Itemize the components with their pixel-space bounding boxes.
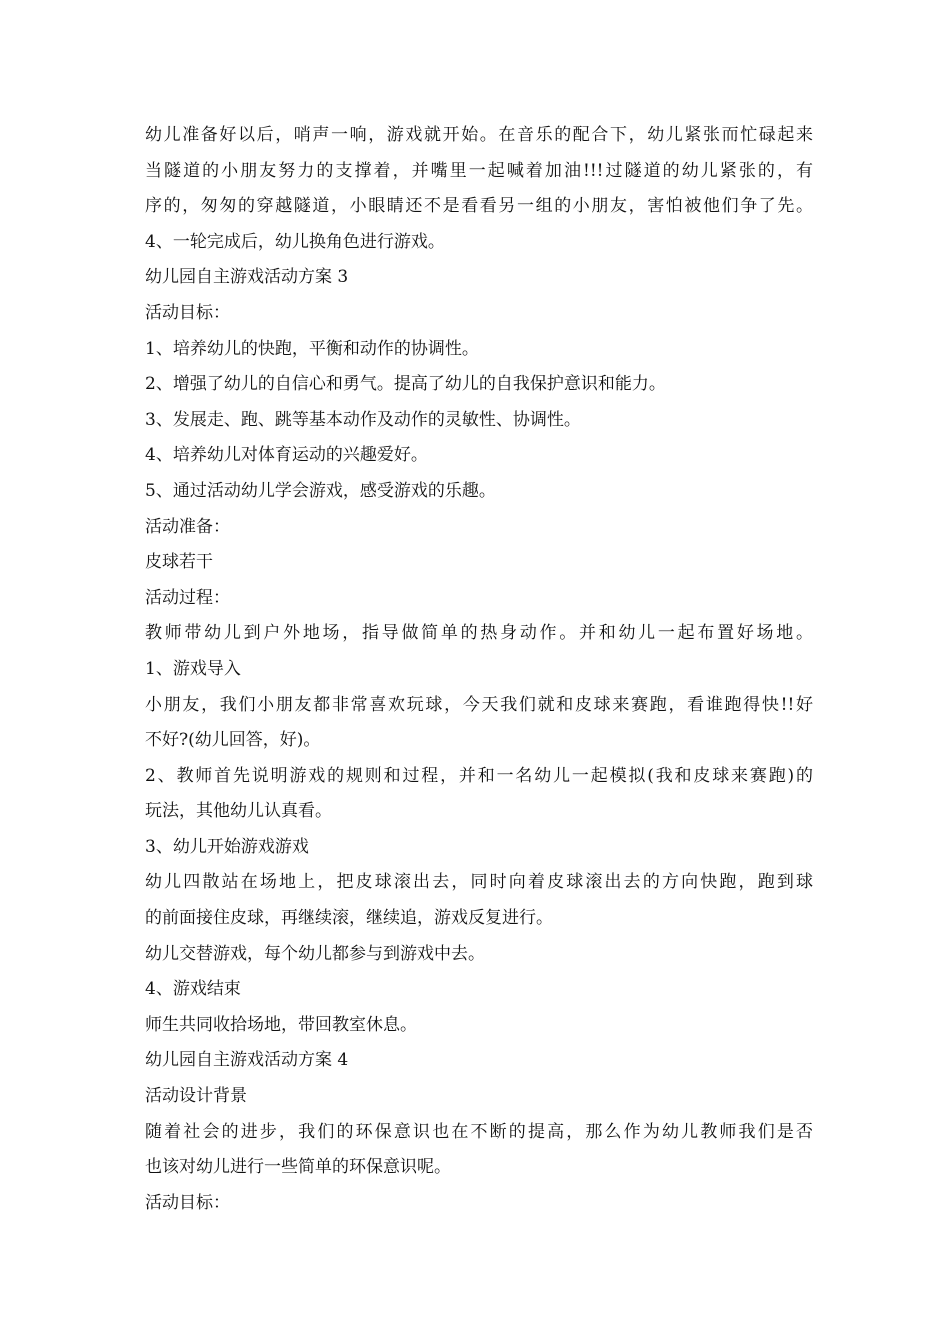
paragraph-line: 小朋友，我们小朋友都非常喜欢玩球，今天我们就和皮球来赛跑，看谁跑得快!!好 bbox=[145, 694, 813, 715]
list-item: 1、游戏导入 bbox=[145, 658, 241, 679]
section-heading: 幼儿园自主游戏活动方案 4 bbox=[145, 1050, 349, 1071]
paragraph-line: 教师带幼儿到户外地场，指导做简单的热身动作。并和幼儿一起布置好场地。 bbox=[145, 623, 813, 644]
list-item: 2、教师首先说明游戏的规则和过程，并和一名幼儿一起模拟(我和皮球来赛跑)的 bbox=[145, 765, 813, 786]
paragraph-line: 不好?(幼儿回答，好)。 bbox=[145, 730, 321, 751]
paragraph-line: 幼儿准备好以后，哨声一响，游戏就开始。在音乐的配合下，幼儿紧张而忙碌起来 bbox=[145, 125, 813, 145]
paragraph-line: 幼儿交替游戏，每个幼儿都参与到游戏中去。 bbox=[145, 943, 485, 964]
paragraph-line: 皮球若干 bbox=[145, 552, 213, 573]
paragraph-line: 序的，匆匆的穿越隧道，小眼睛还不是看看另一组的小朋友，害怕被他们争了先。 bbox=[145, 196, 813, 217]
subheading: 活动准备： bbox=[145, 516, 230, 537]
list-item: 2、增强了幼儿的自信心和勇气。提高了幼儿的自我保护意识和能力。 bbox=[145, 374, 666, 395]
paragraph-line: 也该对幼儿进行一些简单的环保意识呢。 bbox=[145, 1157, 451, 1178]
list-item: 1、培养幼儿的快跑，平衡和动作的协调性。 bbox=[145, 338, 479, 359]
subheading: 活动目标： bbox=[145, 302, 230, 323]
paragraph-line: 师生共同收拾场地，带回教室休息。 bbox=[145, 1014, 417, 1035]
subheading: 活动目标： bbox=[145, 1192, 230, 1213]
paragraph-line: 的前面接住皮球，再继续滚，继续追，游戏反复进行。 bbox=[145, 908, 553, 929]
section-heading: 幼儿园自主游戏活动方案 3 bbox=[145, 267, 349, 288]
list-item: 5、通过活动幼儿学会游戏，感受游戏的乐趣。 bbox=[145, 480, 496, 501]
paragraph-line: 当隧道的小朋友努力的支撑着，并嘴里一起喊着加油!!!过隧道的幼儿紧张的，有 bbox=[145, 160, 813, 181]
list-item: 3、幼儿开始游戏游戏 bbox=[145, 836, 309, 857]
document-body bbox=[145, 118, 813, 1221]
list-item: 4、培养幼儿对体育运动的兴趣爱好。 bbox=[145, 445, 428, 466]
paragraph-line: 玩法，其他幼儿认真看。 bbox=[145, 801, 332, 822]
subheading: 活动设计背景 bbox=[145, 1086, 247, 1107]
paragraph-line: 随着社会的进步，我们的环保意识也在不断的提高，那么作为幼儿教师我们是否 bbox=[145, 1121, 813, 1142]
paragraph-line: 幼儿四散站在场地上，把皮球滚出去，同时向着皮球滚出去的方向快跑，跑到球 bbox=[145, 872, 813, 893]
subheading: 活动过程： bbox=[145, 587, 230, 608]
list-item: 4、一轮完成后，幼儿换角色进行游戏。 bbox=[145, 231, 445, 252]
list-item: 3、发展走、跑、跳等基本动作及动作的灵敏性、协调性。 bbox=[145, 409, 581, 430]
list-item: 4、游戏结束 bbox=[145, 979, 241, 1000]
